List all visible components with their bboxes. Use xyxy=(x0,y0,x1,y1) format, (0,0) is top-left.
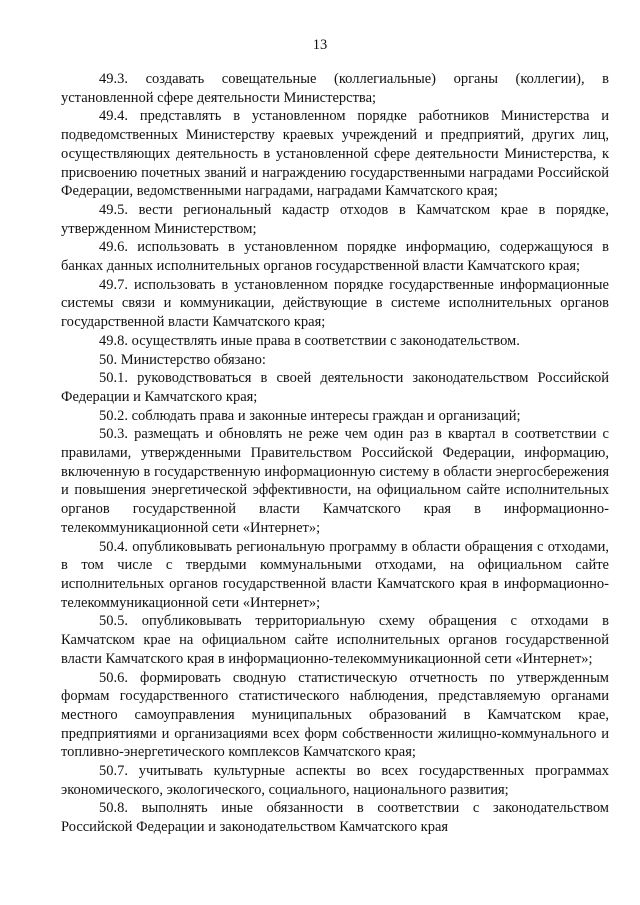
paragraph-49-3: 49.3. создавать совещательные (коллегиальные) органы (коллегии), в установленной сфере деятельности Министерства; xyxy=(61,71,609,106)
paragraph-50: 50. Министерство обязано: xyxy=(99,351,266,368)
paragraph-50-1: 50.1. руководствоваться в своей деятельности законодательством Российской Федерации и Камчатского края; xyxy=(61,370,609,405)
paragraph-49-6: 49.6. использовать в установленном порядке информацию, содержащуюся в банках данных исполнительных органов государственной власти Камчатского края; xyxy=(61,239,609,275)
paragraph-50-2: 50.2. соблюдать права и законные интересы граждан и организаций; xyxy=(99,407,521,424)
paragraph-49-5: 49.5. вести региональный кадастр отходов в Камчатском крае в порядке, утвержденном Министерством; xyxy=(61,201,609,237)
paragraph-50-3: 50.3. размещать и обновлять не реже чем один раз в квартал в соответствии с правилами, утвержденными Правительством Российской Федерации, информацию, включенную в государственную информационную систему в области энергосбережения и повышения энергетической эффективности, на официальном сайте исполнительных органов государственной власти Камчатского края в информационно-телекоммуникационной сети «Интернет»; xyxy=(61,426,609,536)
document-body xyxy=(61,70,609,837)
paragraph-50-8: 50.8. выполнять иные обязанности в соответствии с законодательством Российской Федерации и законодательством Камчатского края xyxy=(61,800,609,836)
paragraph-50-5: 50.5. опубликовывать территориальную схему обращения с отходами в Камчатском крае на официальном сайте исполнительных органов государственной власти Камчатского края в информационно-телекоммуникационной сети «Интернет»; xyxy=(61,613,609,667)
paragraph-50-4: 50.4. опубликовывать региональную программу в области обращения с отходами, в том числе с твердыми коммунальными отходами, на официальном сайте исполнительных органов государственной власти Камчатского края в информационно-телекоммуникационной сети «Интернет»; xyxy=(61,538,609,611)
paragraph-50-6: 50.6. формировать сводную статистическую отчетность по утвержденным формам государственного статистического наблюдения, представляемую органами местного самоуправления муниципальных образований в Камчатском крае, предприятиями и организациями всех форм собственности жилищно-коммунального и топливно-энергетического комплексов Камчатского края; xyxy=(61,669,609,761)
paragraph-49-8: 49.8. осуществлять иные права в соответствии с законодательством. xyxy=(99,332,520,349)
paragraph-50-7: 50.7. учитывать культурные аспекты во всех государственных программах экономического, экологического, социального, национального развития; xyxy=(61,763,609,798)
paragraph-49-4: 49.4. представлять в установленном порядке работников Министерства и подведомственных Министерству краевых учреждений и предприятий, других лиц, осуществляющих деятельность в установленной сфере деятельности Министерства, к присвоению почетных званий и награждению государственными наградами Российской Федерации, ведомственными наградами, наградами Камчатского края; xyxy=(61,108,609,200)
page-number: 13 xyxy=(312,37,328,53)
paragraph-49-7: 49.7. использовать в установленном порядке государственные информационные системы связи и коммуникации, действующие в системе исполнительных органов государственной власти Камчатского края; xyxy=(61,276,609,331)
